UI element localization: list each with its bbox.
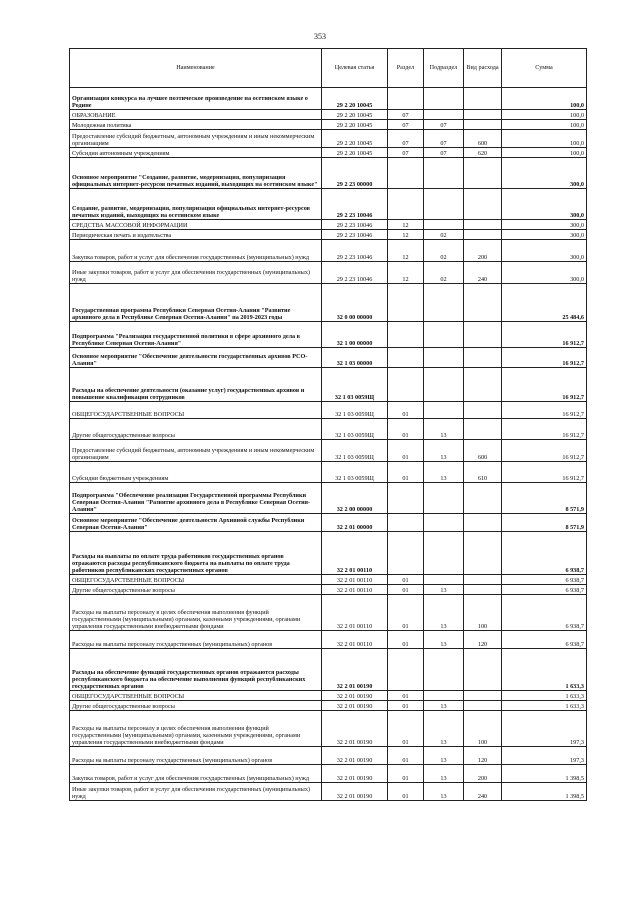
cell-section: 01 <box>388 462 424 483</box>
cell-code: 29 2 20 10045 <box>322 130 388 148</box>
table-header-row <box>70 49 587 88</box>
cell-section <box>388 514 424 532</box>
cell-subsection: 13 <box>424 765 464 783</box>
cell-subsection <box>424 532 464 575</box>
cell-subsection <box>424 691 464 701</box>
cell-sum: 100,0 <box>502 130 587 148</box>
cell-section: 07 <box>388 130 424 148</box>
cell-section: 01 <box>388 440 424 462</box>
cell-section <box>388 483 424 514</box>
header-name: Наименование <box>70 49 322 88</box>
cell-vr <box>464 691 502 701</box>
cell-name: Основное мероприятие "Обеспечение деятельности государственных архивов РСО-Алания" <box>70 348 322 368</box>
cell-name: Другие общегосударственные вопросы <box>70 419 322 440</box>
cell-code: 32 2 01 00110 <box>322 631 388 649</box>
cell-code: 29 2 20 10045 <box>322 88 388 110</box>
cell-sum: 300,0 <box>502 240 587 262</box>
cell-code: 32 2 01 00190 <box>322 711 388 747</box>
cell-vr <box>464 532 502 575</box>
cell-subsection: 13 <box>424 440 464 462</box>
cell-name: Расходы на выплаты персоналу в целях обеспечения выполнения функций государственными (муниципальными) органами, казенными учреждениями, органами управления государственными внебюджетными фондами <box>70 711 322 747</box>
table-row <box>70 240 587 262</box>
cell-subsection: 13 <box>424 631 464 649</box>
cell-vr <box>464 348 502 368</box>
cell-vr: 120 <box>464 747 502 765</box>
cell-name: СРЕДСТВА МАССОВОЙ ИНФОРМАЦИИ <box>70 220 322 230</box>
cell-section <box>388 348 424 368</box>
table-row <box>70 148 587 158</box>
cell-code: 32 2 01 00190 <box>322 691 388 701</box>
cell-code: 29 2 23 10046 <box>322 230 388 240</box>
cell-vr <box>464 575 502 585</box>
cell-subsection <box>424 220 464 230</box>
cell-section <box>388 368 424 402</box>
cell-vr: 600 <box>464 440 502 462</box>
cell-vr: 120 <box>464 631 502 649</box>
table-row <box>70 120 587 130</box>
cell-name: Субсидии автономным учреждениям <box>70 148 322 158</box>
cell-subsection <box>424 284 464 322</box>
cell-subsection: 07 <box>424 148 464 158</box>
cell-name: Субсидии бюджетным учреждениям <box>70 462 322 483</box>
cell-vr <box>464 120 502 130</box>
table-row <box>70 514 587 532</box>
cell-vr <box>464 110 502 120</box>
cell-sum: 197,3 <box>502 711 587 747</box>
cell-vr: 620 <box>464 148 502 158</box>
cell-subsection <box>424 88 464 110</box>
cell-name: Периодическая печать и издательства <box>70 230 322 240</box>
cell-subsection <box>424 649 464 691</box>
cell-sum: 16 912,7 <box>502 368 587 402</box>
cell-subsection: 13 <box>424 701 464 711</box>
cell-code: 32 2 01 00190 <box>322 649 388 691</box>
cell-code: 32 1 03 0059Щ <box>322 402 388 419</box>
header-section: Раздел <box>388 49 424 88</box>
cell-name: Молодежная политика <box>70 120 322 130</box>
cell-vr: 610 <box>464 462 502 483</box>
cell-name: Основное мероприятие "Создание, развитие, модернизация, популяризация официальных интернет-ресурсов печатных изданий, выходящих на осетинском языке" <box>70 158 322 189</box>
cell-subsection <box>424 514 464 532</box>
cell-section <box>388 189 424 220</box>
table-row <box>70 483 587 514</box>
cell-name: Расходы на выплаты персоналу в целях обеспечения выполнения функций государственными (муниципальными) органами, казенными учреждениями, органами управления государственными внебюджетными фондами <box>70 595 322 631</box>
cell-sum: 25 484,6 <box>502 284 587 322</box>
cell-sum: 1 633,3 <box>502 691 587 701</box>
cell-code: 32 2 01 00110 <box>322 585 388 595</box>
cell-sum: 1 633,3 <box>502 649 587 691</box>
cell-code: 29 2 23 00000 <box>322 158 388 189</box>
cell-name: Государственная программа Республики Северная Осетия-Алания "Развитие архивного дела в Республике Северная Осетия-Алания" на 2019-2023 годы <box>70 284 322 322</box>
cell-section: 01 <box>388 765 424 783</box>
cell-name: Расходы на выплаты по оплате труда работников государственных органов отражаются расходы республиканского бюджета на выплаты по оплате труда работников республиканских государственных органов <box>70 532 322 575</box>
cell-name: ОБЩЕГОСУДАРСТВЕННЫЕ ВОПРОСЫ <box>70 402 322 419</box>
cell-vr <box>464 419 502 440</box>
table-row <box>70 440 587 462</box>
cell-sum: 197,3 <box>502 747 587 765</box>
cell-vr: 240 <box>464 262 502 284</box>
cell-name: Другие общегосударственные вопросы <box>70 585 322 595</box>
cell-vr <box>464 514 502 532</box>
cell-sum: 6 938,7 <box>502 532 587 575</box>
cell-subsection: 13 <box>424 747 464 765</box>
cell-subsection <box>424 189 464 220</box>
cell-name: ОБРАЗОВАНИЕ <box>70 110 322 120</box>
cell-name: Расходы на обеспечение функций государственных органов отражаются расходы республиканского бюджета на обеспечение выполнения функций республиканских государственных органов <box>70 649 322 691</box>
cell-code: 32 2 01 00110 <box>322 532 388 575</box>
cell-section: 01 <box>388 631 424 649</box>
cell-vr <box>464 284 502 322</box>
cell-code: 32 2 00 00000 <box>322 483 388 514</box>
table-row <box>70 419 587 440</box>
cell-vr <box>464 230 502 240</box>
cell-code: 32 1 00 00000 <box>322 322 388 348</box>
cell-vr <box>464 483 502 514</box>
table-row <box>70 691 587 701</box>
cell-code: 32 2 01 00110 <box>322 595 388 631</box>
cell-subsection: 13 <box>424 711 464 747</box>
table-row <box>70 585 587 595</box>
cell-subsection: 07 <box>424 130 464 148</box>
cell-subsection <box>424 348 464 368</box>
cell-sum: 6 938,7 <box>502 595 587 631</box>
cell-code: 29 2 20 10045 <box>322 148 388 158</box>
table-row <box>70 110 587 120</box>
cell-section: 12 <box>388 230 424 240</box>
header-vr: Вид расхода <box>464 49 502 88</box>
cell-section: 01 <box>388 402 424 419</box>
cell-code: 32 1 03 00000 <box>322 348 388 368</box>
table-row <box>70 189 587 220</box>
cell-section: 01 <box>388 711 424 747</box>
cell-name: Предоставление субсидий бюджетным, автономным учреждениям и иным некоммерческим организациям <box>70 130 322 148</box>
page-number: 353 <box>314 32 326 41</box>
cell-subsection: 13 <box>424 419 464 440</box>
cell-sum: 100,0 <box>502 110 587 120</box>
cell-code: 32 2 01 00190 <box>322 701 388 711</box>
cell-code: 32 1 03 0059Щ <box>322 440 388 462</box>
table-row <box>70 631 587 649</box>
cell-code: 29 2 23 10046 <box>322 189 388 220</box>
cell-code: 29 2 23 10046 <box>322 262 388 284</box>
cell-vr: 600 <box>464 130 502 148</box>
cell-subsection <box>424 110 464 120</box>
cell-sum: 100,0 <box>502 120 587 130</box>
cell-subsection: 13 <box>424 462 464 483</box>
cell-section <box>388 532 424 575</box>
cell-section: 07 <box>388 120 424 130</box>
table-row <box>70 783 587 801</box>
cell-subsection: 02 <box>424 240 464 262</box>
cell-subsection <box>424 575 464 585</box>
cell-vr <box>464 322 502 348</box>
cell-vr <box>464 88 502 110</box>
cell-section: 01 <box>388 595 424 631</box>
cell-vr <box>464 368 502 402</box>
cell-sum: 300,0 <box>502 220 587 230</box>
cell-code: 32 1 03 0059Щ <box>322 368 388 402</box>
cell-sum: 16 912,7 <box>502 462 587 483</box>
cell-subsection: 02 <box>424 262 464 284</box>
cell-section <box>388 322 424 348</box>
table-row <box>70 575 587 585</box>
cell-code: 32 2 01 00110 <box>322 575 388 585</box>
cell-sum: 100,0 <box>502 88 587 110</box>
cell-code: 32 2 01 00190 <box>322 747 388 765</box>
table-row <box>70 701 587 711</box>
cell-vr: 200 <box>464 240 502 262</box>
cell-section: 01 <box>388 691 424 701</box>
cell-name: Закупка товаров, работ и услуг для обеспечения государственных (муниципальных) нужд <box>70 765 322 783</box>
cell-code: 32 2 01 00190 <box>322 765 388 783</box>
cell-code: 32 0 00 00000 <box>322 284 388 322</box>
cell-code: 29 2 20 10045 <box>322 110 388 120</box>
cell-name: Расходы на выплаты персоналу государственных (муниципальных) органов <box>70 631 322 649</box>
header-code: Целевая статья <box>322 49 388 88</box>
cell-sum: 8 571,9 <box>502 514 587 532</box>
cell-section: 01 <box>388 747 424 765</box>
cell-code: 32 1 03 0059Щ <box>322 462 388 483</box>
cell-name: Создание, развитие, модернизация, популяризация официальных интернет-ресурсов печатных изданий, выходящих на осетинском языке <box>70 189 322 220</box>
table-row <box>70 765 587 783</box>
table-body <box>70 88 587 801</box>
table-row <box>70 532 587 575</box>
table-row <box>70 747 587 765</box>
table-row <box>70 322 587 348</box>
cell-vr <box>464 220 502 230</box>
cell-name: Основное мероприятие "Обеспечение деятельности Архивной службы Республики Северная Осетия-Алания" <box>70 514 322 532</box>
cell-sum: 16 912,7 <box>502 322 587 348</box>
cell-vr <box>464 585 502 595</box>
table-row <box>70 462 587 483</box>
cell-name: Организация конкурса на лучшее поэтическое произведение на осетинском языке о Родине <box>70 88 322 110</box>
cell-name: Иные закупки товаров, работ и услуг для обеспечения государственных (муниципальных) нужд <box>70 262 322 284</box>
cell-section: 01 <box>388 575 424 585</box>
cell-vr <box>464 701 502 711</box>
cell-vr: 240 <box>464 783 502 801</box>
cell-subsection: 07 <box>424 120 464 130</box>
cell-subsection: 13 <box>424 783 464 801</box>
cell-section: 07 <box>388 110 424 120</box>
cell-sum: 16 912,7 <box>502 419 587 440</box>
header-subsection: Подраздел <box>424 49 464 88</box>
cell-sum: 16 912,7 <box>502 402 587 419</box>
cell-code: 32 1 03 0059Щ <box>322 419 388 440</box>
table-row <box>70 158 587 189</box>
cell-vr <box>464 649 502 691</box>
cell-vr <box>464 189 502 220</box>
cell-code: 29 2 23 10046 <box>322 220 388 230</box>
cell-code: 32 2 01 00000 <box>322 514 388 532</box>
cell-vr: 100 <box>464 595 502 631</box>
cell-name: Другие общегосударственные вопросы <box>70 701 322 711</box>
cell-sum: 6 938,7 <box>502 575 587 585</box>
cell-vr <box>464 158 502 189</box>
cell-name: Закупка товаров, работ и услуг для обеспечения государственных (муниципальных) нужд <box>70 240 322 262</box>
cell-name: Подпрограмма "Обеспечение реализации Государственной программы Республики Северная Осетия-Алания "Развитие архивного дела в Республике Северная Осетия-Алания" <box>70 483 322 514</box>
cell-section: 01 <box>388 419 424 440</box>
table-row <box>70 88 587 110</box>
cell-vr <box>464 402 502 419</box>
cell-name: Расходы на обеспечение деятельности (оказание услуг) государственных архивов и повышение квалификации сотрудников <box>70 368 322 402</box>
cell-sum: 1 398,5 <box>502 765 587 783</box>
cell-subsection <box>424 402 464 419</box>
cell-subsection: 13 <box>424 595 464 631</box>
cell-section: 01 <box>388 585 424 595</box>
cell-name: Расходы на выплаты персоналу государственных (муниципальных) органов <box>70 747 322 765</box>
table-row <box>70 402 587 419</box>
table-row <box>70 130 587 148</box>
cell-sum: 1 398,5 <box>502 783 587 801</box>
table-row <box>70 284 587 322</box>
cell-subsection <box>424 158 464 189</box>
cell-subsection: 13 <box>424 585 464 595</box>
cell-vr: 200 <box>464 765 502 783</box>
table-row <box>70 595 587 631</box>
cell-section: 01 <box>388 701 424 711</box>
table-row <box>70 220 587 230</box>
cell-vr: 100 <box>464 711 502 747</box>
table-row <box>70 230 587 240</box>
cell-sum: 8 571,9 <box>502 483 587 514</box>
cell-subsection <box>424 483 464 514</box>
table-row <box>70 368 587 402</box>
cell-name: ОБЩЕГОСУДАРСТВЕННЫЕ ВОПРОСЫ <box>70 575 322 585</box>
cell-section: 12 <box>388 240 424 262</box>
table-row <box>70 711 587 747</box>
cell-name: Подпрограмма "Реализация государственной политики в сфере архивного дела в Республике Северная Осетия-Алания" <box>70 322 322 348</box>
cell-sum: 100,0 <box>502 148 587 158</box>
cell-name: ОБЩЕГОСУДАРСТВЕННЫЕ ВОПРОСЫ <box>70 691 322 701</box>
cell-name: Иные закупки товаров, работ и услуг для обеспечения государственных (муниципальных) нужд <box>70 783 322 801</box>
cell-code: 29 2 23 10046 <box>322 240 388 262</box>
cell-subsection <box>424 322 464 348</box>
table-row <box>70 348 587 368</box>
cell-section <box>388 88 424 110</box>
cell-sum: 6 938,7 <box>502 585 587 595</box>
cell-section: 07 <box>388 148 424 158</box>
cell-code: 32 2 01 00190 <box>322 783 388 801</box>
cell-sum: 300,0 <box>502 189 587 220</box>
header-sum: Сумма <box>502 49 587 88</box>
cell-sum: 16 912,7 <box>502 440 587 462</box>
cell-section: 01 <box>388 783 424 801</box>
cell-subsection: 02 <box>424 230 464 240</box>
cell-sum: 300,0 <box>502 230 587 240</box>
cell-sum: 300,0 <box>502 158 587 189</box>
cell-sum: 300,0 <box>502 262 587 284</box>
cell-sum: 6 938,7 <box>502 631 587 649</box>
cell-name: Предоставление субсидий бюджетным, автономным учреждениям и иным некоммерческим организациям <box>70 440 322 462</box>
cell-section <box>388 284 424 322</box>
table-row <box>70 262 587 284</box>
cell-subsection <box>424 368 464 402</box>
budget-table <box>69 48 587 801</box>
cell-sum: 16 912,7 <box>502 348 587 368</box>
cell-section <box>388 649 424 691</box>
cell-code: 29 2 20 10045 <box>322 120 388 130</box>
cell-section <box>388 158 424 189</box>
table-row <box>70 649 587 691</box>
cell-section: 12 <box>388 220 424 230</box>
cell-section: 12 <box>388 262 424 284</box>
cell-sum: 1 633,3 <box>502 701 587 711</box>
